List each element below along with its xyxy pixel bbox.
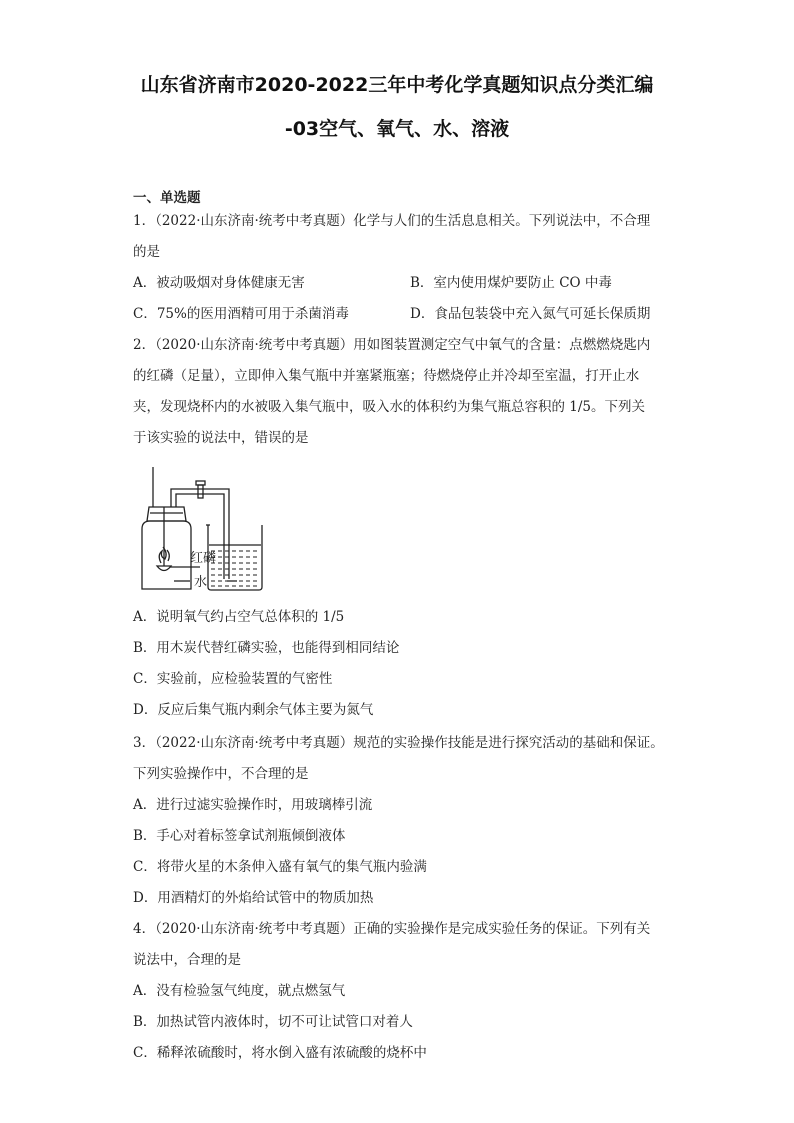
label-water: 水 [194,575,208,590]
water-clamp [198,485,203,498]
apparatus-diagram [130,467,310,595]
q3-option-d: D．用酒精灯的外焰给试管中的物质加热 [133,890,374,906]
q1-stem-line2: 的是 [133,244,160,260]
q2-option-d: D．反应后集气瓶内剩余气体主要为氮气 [133,702,374,718]
q1-option-b: B．室内使用煤炉要防止 CO 中毒 [410,275,612,291]
document-title-line2: -03空气、氧气、水、溶液 [284,118,510,140]
q1-option-d: D．食品包装袋中充入氮气可延长保质期 [410,306,651,322]
q2-option-b: B．用木炭代替红磷实验，也能得到相同结论 [133,640,400,656]
bottle-stopper [147,507,186,521]
q2-stem-line4: 于该实验的说法中，错误的是 [133,430,309,446]
q4-option-c: C．稀释浓硫酸时，将水倒入盛有浓硫酸的烧杯中 [133,1045,427,1061]
q2-stem-line2: 的红磷（足量），立即伸入集气瓶中并塞紧瓶塞；待燃烧停止并冷却至室温，打开止水 [133,368,640,384]
q3-stem-line1: 3．（2022·山东济南·统考中考真题）规范的实验操作技能是进行探究活动的基础和保证。 [133,735,664,751]
q1-option-c: C．75%的医用酒精可用于杀菌消毒 [133,306,349,322]
q4-option-a: A．没有检验氢气纯度，就点燃氢气 [133,983,346,999]
q2-option-a: A．说明氧气约占空气总体积的 1/5 [133,609,345,625]
q3-option-b: B．手心对着标签拿试剂瓶倾倒液体 [133,828,346,844]
q2-stem-line3: 夹，发现烧杯内的水被吸入集气瓶中，吸入水的体积约为集气瓶总容积的 1/5。下列关 [133,399,646,415]
q3-stem-line2: 下列实验操作中，不合理的是 [133,766,309,782]
q4-stem-line1: 4．（2020·山东济南·统考中考真题）正确的实验操作是完成实验任务的保证。下列有关 [133,921,651,937]
q3-option-c: C．将带火星的木条伸入盛有氧气的集气瓶内验满 [133,859,427,875]
document-title-line1: 山东省济南市2020-2022三年中考化学真题知识点分类汇编 [140,74,654,96]
q4-option-b: B．加热试管内液体时，切不可让试管口对着人 [133,1014,413,1030]
q2-option-c: C．实验前，应检验装置的气密性 [133,671,333,687]
label-red-phosphorus: 红磷 [190,551,217,566]
q1-stem-line1: 1．（2022·山东济南·统考中考真题）化学与人们的生活息息相关。下列说法中，不合理 [133,213,651,229]
q3-option-a: A．进行过滤实验操作时，用玻璃棒引流 [133,797,373,813]
section-heading: 一、单选题 [133,190,201,206]
q1-option-a: A．被动吸烟对身体健康无害 [133,275,305,291]
q4-stem-line2: 说法中，合理的是 [133,952,241,968]
q2-stem-line1: 2．（2020·山东济南·统考中考真题）用如图装置测定空气中氧气的含量：点燃燃烧匙内 [133,337,651,353]
